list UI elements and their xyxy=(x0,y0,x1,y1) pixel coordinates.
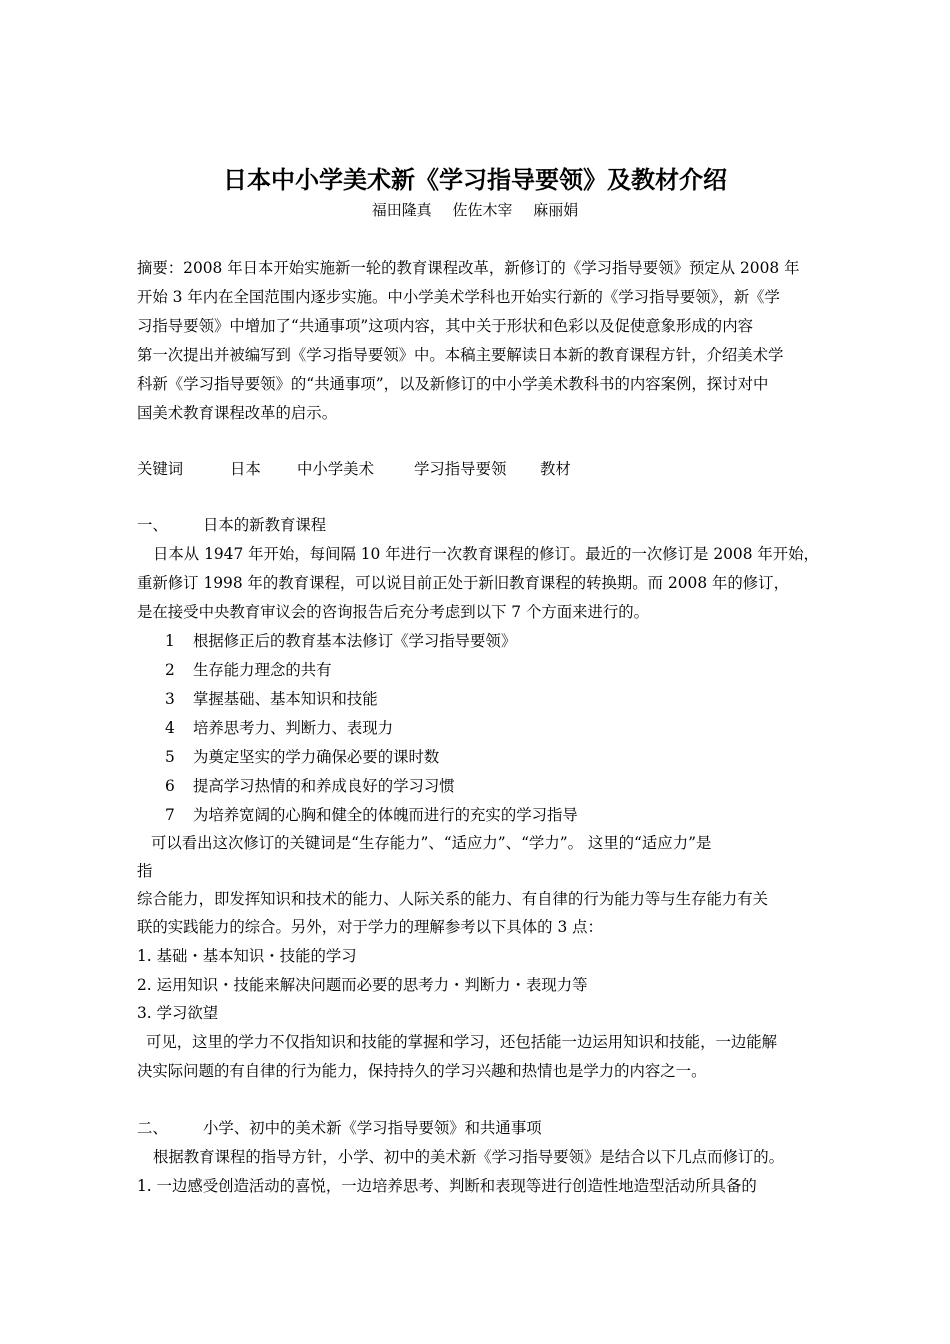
keywords-row xyxy=(137,455,571,484)
list-item xyxy=(165,627,516,656)
list-item xyxy=(165,656,332,685)
keyword: 学习指导要领 xyxy=(414,460,507,478)
list-number: 2 xyxy=(165,661,175,679)
list-text: 生存能力理念的共有 xyxy=(193,661,332,679)
point-item: 1. 基础・基本知识・技能的学习 xyxy=(137,947,357,965)
section-number: 一、 xyxy=(137,516,168,534)
list-text: 掌握基础、基本知识和技能 xyxy=(193,690,378,708)
paragraph-line: 联的实践能力的综合。另外，对于学力的理解参考以下具体的 3 点： xyxy=(137,918,603,936)
list-number: 1 xyxy=(165,632,175,650)
list-item xyxy=(165,685,378,714)
keyword: 教材 xyxy=(540,460,571,478)
keywords-label: 关键词 xyxy=(137,460,184,478)
document-title: 日本中小学美术新《学习指导要领》及教材介绍 xyxy=(223,166,727,194)
section-heading xyxy=(137,511,326,540)
list-text: 培养思考力、判断力、表现力 xyxy=(193,719,394,737)
list-number: 5 xyxy=(165,748,175,766)
section-number: 二、 xyxy=(137,1119,168,1137)
author-name: 佐佐木宰 xyxy=(452,201,513,219)
list-item xyxy=(165,743,439,772)
point-item: 2. 运用知识・技能来解决问题而必要的思考力・判断力・表现力等 xyxy=(137,976,588,994)
paragraph-line: 日本从 1947 年开始，每间隔 10 年进行一次教育课程的修订。最近的一次修订是 2008 年开始， xyxy=(153,545,819,563)
paragraph-line: 1. 一边感受创造活动的喜悦，一边培养思考、判断和表现等进行创造性地造型活动所具备的 xyxy=(137,1177,757,1195)
list-text: 为培养宽阔的心胸和健全的体魄而进行的充实的学习指导 xyxy=(193,806,578,824)
author-name: 麻丽娟 xyxy=(533,201,579,219)
abstract-line: 第一次提出并被编写到《学习指导要领》中。本稿主要解读日本新的教育课程方针，介绍美术学 xyxy=(137,346,784,364)
abstract-line: 习指导要领》中增加了“共通事项”这项内容，其中关于形状和色彩以及促使意象形成的内容 xyxy=(137,317,753,335)
section-title: 小学、初中的美术新《学习指导要领》和共通事项 xyxy=(203,1119,542,1137)
list-number: 7 xyxy=(165,806,175,824)
list-number: 3 xyxy=(165,690,175,708)
section-title: 日本的新教育课程 xyxy=(203,516,327,534)
abstract-line: 摘要：2008 年日本开始实施新一轮的教育课程改革，新修订的《学习指导要领》预定从 2008 年 xyxy=(137,259,800,277)
abstract-line: 科新《学习指导要领》的“共通事项”，以及新修订的中小学美术教科书的内容案例，探讨对中 xyxy=(137,375,769,393)
list-item xyxy=(165,772,455,801)
list-text: 为奠定坚实的学力确保必要的课时数 xyxy=(193,748,440,766)
list-number: 6 xyxy=(165,777,175,795)
paragraph-line: 指 xyxy=(137,862,153,880)
list-number: 4 xyxy=(165,719,175,737)
keyword: 日本 xyxy=(230,460,261,478)
keyword: 中小学美术 xyxy=(297,460,374,478)
list-text: 提高学习热情的和养成良好的学习习惯 xyxy=(193,777,455,795)
author-list xyxy=(0,199,950,221)
author-name: 福田隆真 xyxy=(371,201,432,219)
paragraph-line: 可以看出这次修订的关键词是“生存能力”、“适应力”、“学力”。 这里的“适应力”是 xyxy=(151,834,712,852)
abstract-line: 国美术教育课程改革的启示。 xyxy=(137,404,338,422)
abstract-line: 开始 3 年内在全国范围内逐步实施。中小学美术学科也开始实行新的《学习指导要领》，新《学 xyxy=(137,288,780,306)
paragraph-line: 综合能力，即发挥知识和技术的能力、人际关系的能力、有自律的行为能力等与生存能力有关 xyxy=(137,890,769,908)
paragraph-line: 可见，这里的学力不仅指知识和技能的掌握和学习，还包括能一边运用知识和技能，一边能解 xyxy=(146,1033,778,1051)
paragraph-line: 是在接受中央教育审议会的咨询报告后充分考虑到以下 7 个方面来进行的。 xyxy=(137,603,650,621)
list-text: 根据修正后的教育基本法修订《学习指导要领》 xyxy=(193,632,517,650)
paragraph-line: 根据教育课程的指导方针，小学、初中的美术新《学习指导要领》是结合以下几点而修订的。 xyxy=(153,1148,785,1166)
list-item xyxy=(165,714,393,743)
point-item: 3. 学习欲望 xyxy=(137,1004,219,1022)
list-item xyxy=(165,801,578,830)
paragraph-line: 决实际问题的有自律的行为能力，保持持久的学习兴趣和热情也是学力的内容之一。 xyxy=(137,1062,707,1080)
section-heading xyxy=(137,1114,542,1143)
paragraph-line: 重新修订 1998 年的教育课程，可以说目前正处于新旧教育课程的转换期。而 2008 年的修订， xyxy=(137,574,789,592)
